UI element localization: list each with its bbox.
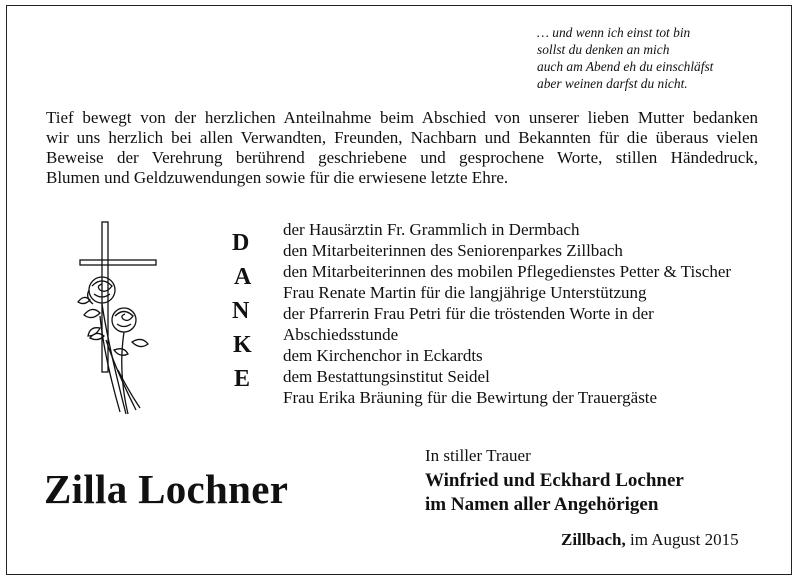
place-date [561, 530, 739, 550]
danke-letter: D [232, 230, 250, 256]
mourners [425, 469, 684, 517]
thanks-item: der Pfarrerin Frau Petri für die tröstenden Worte in der [283, 304, 654, 323]
mourning-label: In stiller Trauer [425, 446, 531, 465]
poem-line: auch am Abend eh du einschläfst [537, 59, 714, 74]
date: im August 2015 [629, 530, 739, 549]
poem-line: aber weinen darfst du nicht. [537, 76, 688, 91]
thanks-item: Frau Erika Bräuning für die Bewirtung der Trauergäste [283, 388, 658, 407]
danke-letter: A [234, 264, 252, 290]
thanks-item: den Mitarbeiterinnen des mobilen Pflegedienstes Petter & Tischer [283, 262, 732, 281]
mourners-line: im Namen aller Angehörigen [425, 494, 659, 515]
intro-line: Tief bewegt von der herzlichen Anteilnahme beim Abschied von unserer lieben Mutter bedanken [46, 108, 758, 127]
poem [537, 24, 713, 92]
poem-line: sollst du denken an mich [537, 42, 670, 57]
place: Zillbach, [561, 530, 626, 549]
intro-line: Beweise der Verehrung berührend geschriebene und gesprochene Worte, stillen Händedruck, [46, 148, 758, 167]
cross-with-roses-icon [70, 220, 160, 420]
thanks-item: dem Bestattungsinstitut Seidel [283, 367, 490, 386]
danke-letter: E [234, 366, 251, 392]
thanks-item: den Mitarbeiterinnen des Seniorenparkes Zillbach [283, 241, 623, 260]
poem-line: … und wenn ich einst tot bin [537, 25, 691, 40]
thanks-item: der Hausärztin Fr. Grammlich in Dermbach [283, 220, 580, 239]
thanks-item: dem Kirchenchor in Eckardts [283, 346, 483, 365]
thanks-item: Abschiedsstunde [283, 325, 399, 344]
intro-line: Blumen und Geldzuwendungen sowie für die erwiesene letzte Ehre. [46, 168, 509, 187]
deceased-name: Zilla Lochner [44, 466, 289, 512]
danke-letter: K [233, 332, 252, 358]
thanks-list [283, 219, 731, 408]
danke-letter: N [232, 298, 250, 324]
mourners-line: Winfried und Eckhard Lochner [425, 470, 684, 491]
thanks-item: Frau Renate Martin für die langjährige Unterstützung [283, 283, 647, 302]
intro-line: wir uns herzlich bei allen Verwandten, Freunden, Nachbarn und Bekannten für die überaus vielen [46, 128, 758, 147]
intro-text [46, 108, 758, 188]
